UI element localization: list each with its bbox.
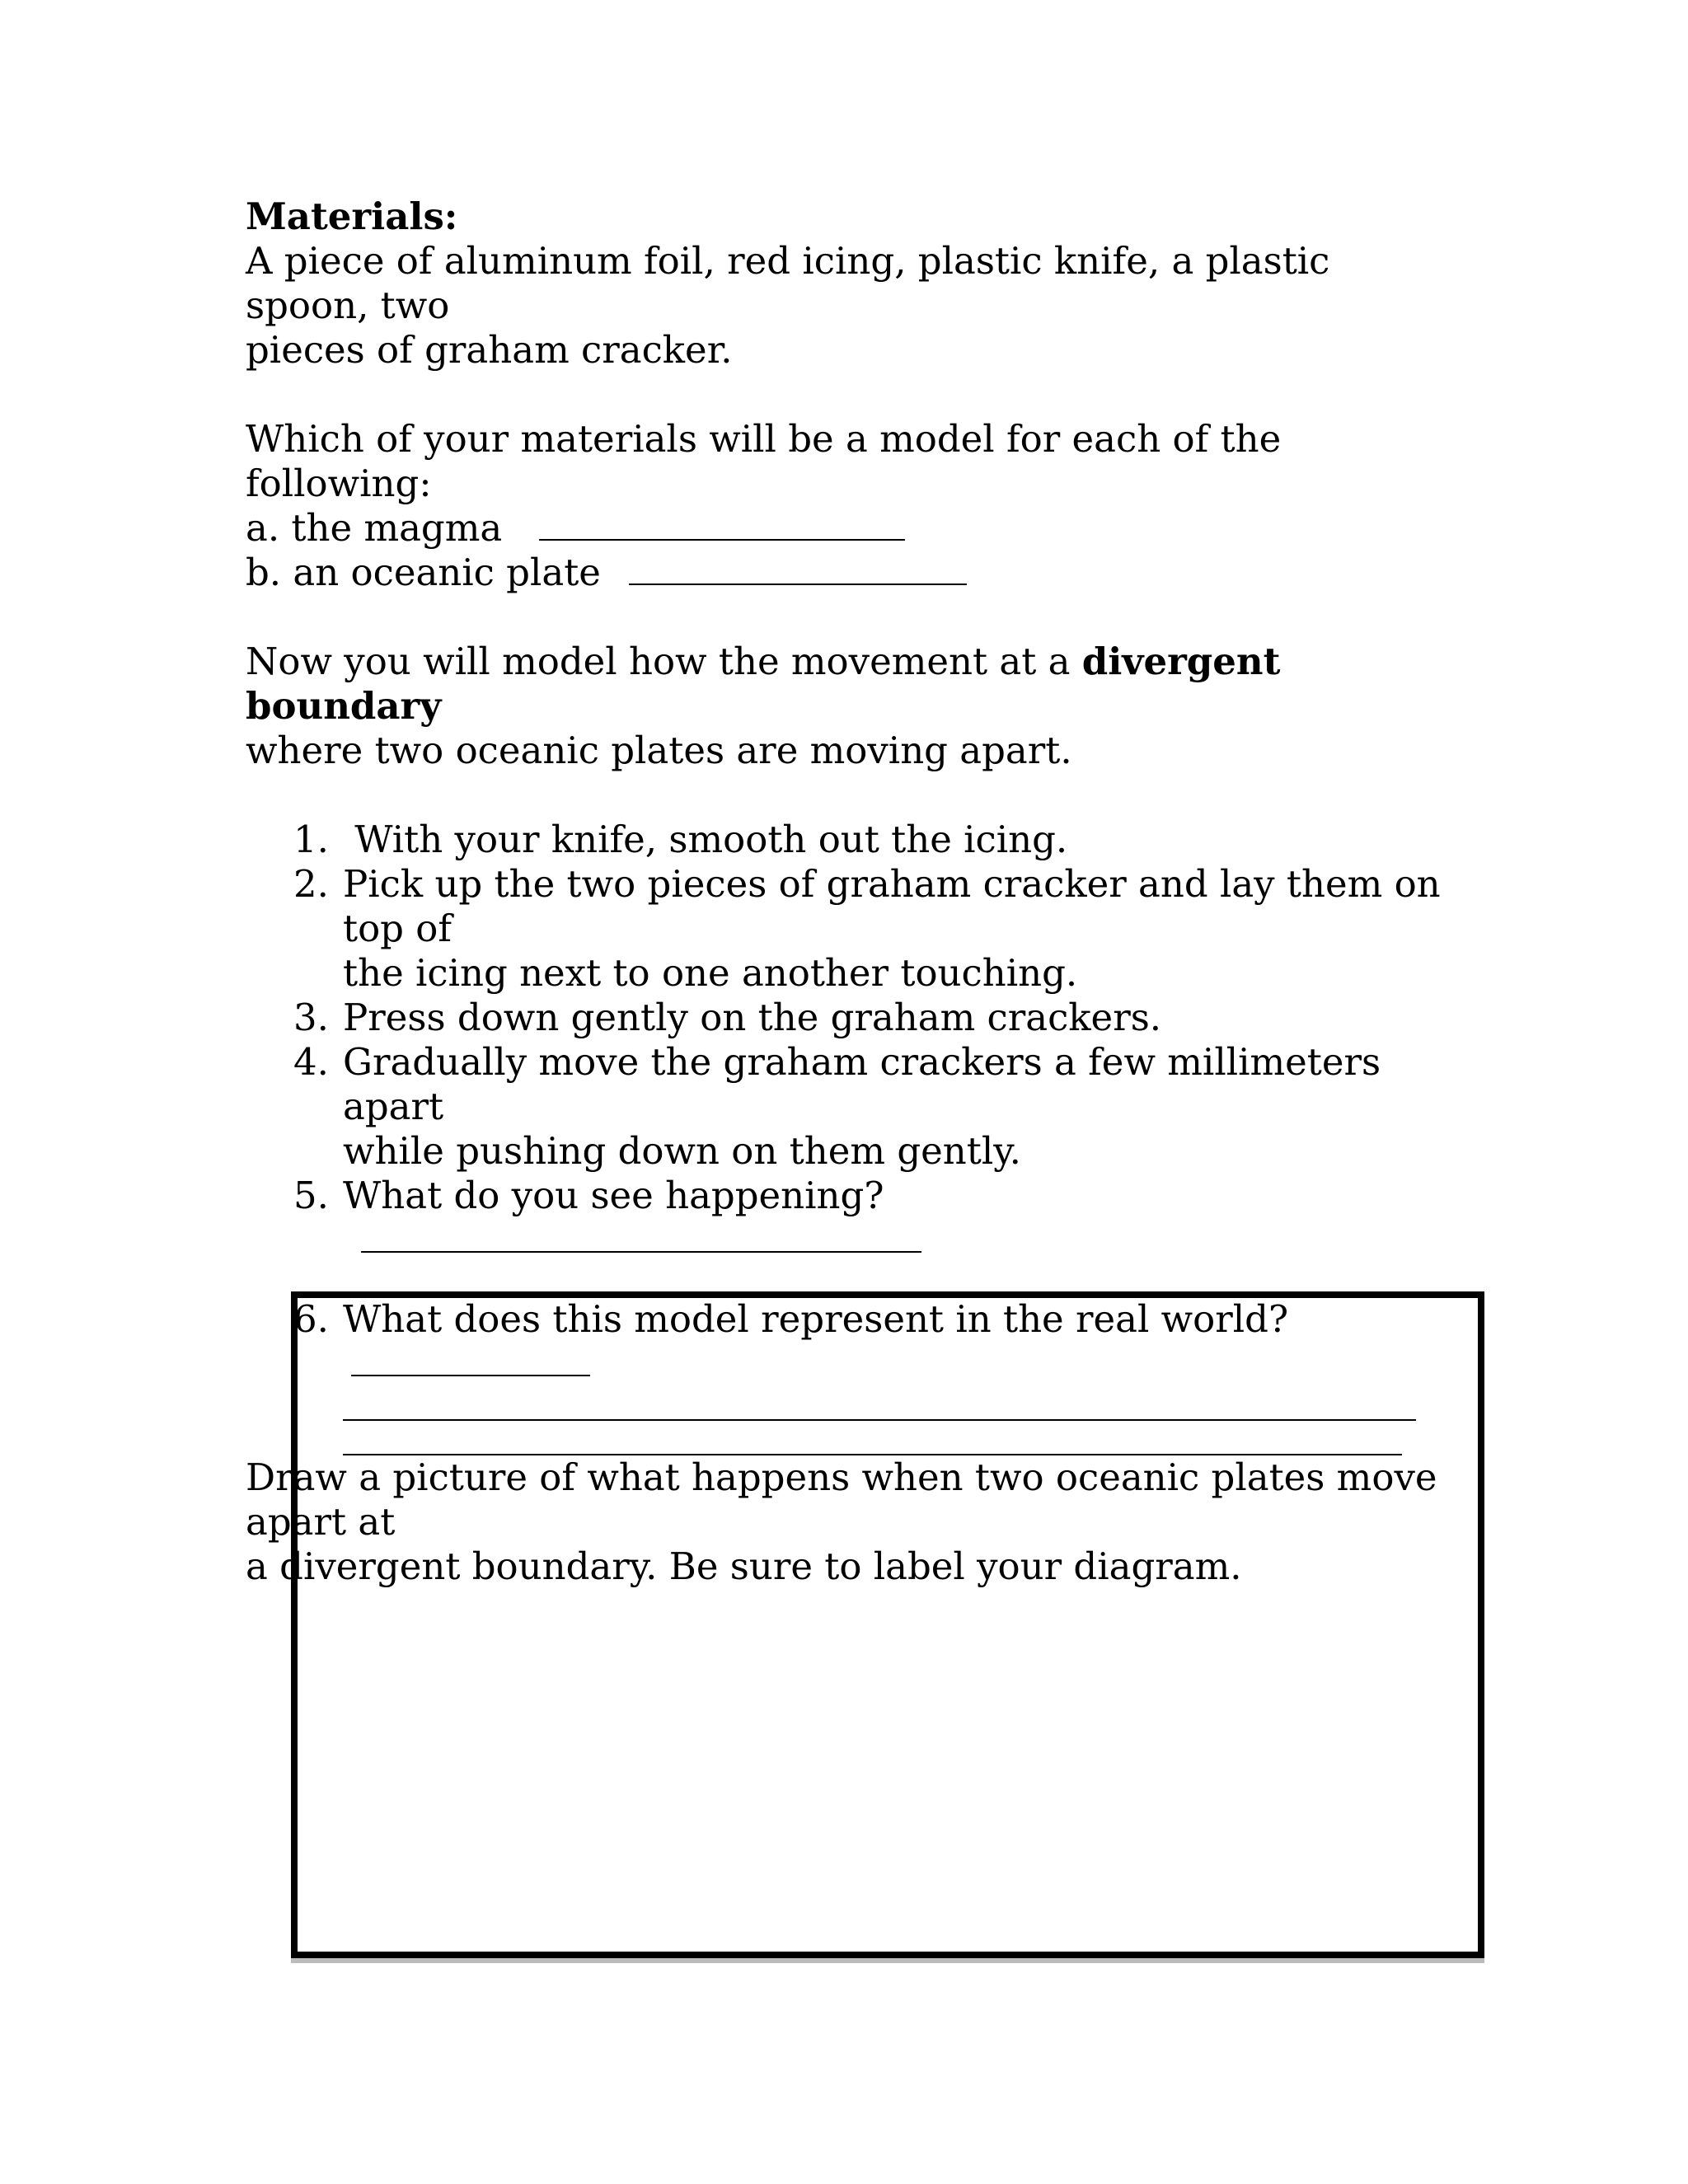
magma-answer-blank[interactable] [539,506,905,541]
step-3 [246,996,1441,1040]
step-text: With your knife, smooth out the icing. [343,818,1068,861]
step-text: What does this model represent in the real world? [343,1297,1289,1341]
step-number: 6. [293,1297,329,1341]
intro-line-2: where two oceanic plates are moving apart. [246,729,1072,772]
drawing-instructions-line-1: Draw a picture of what happens when two oceanic plates move apart at [246,1455,1437,1544]
step-4 [246,1040,1441,1174]
drawing-instructions-line-2: a divergent boundary. Be sure to label your diagram. [246,1544,1242,1588]
model-question-prompt: Which of your materials will be a model for each of the following: [246,417,1282,505]
spacer [246,595,1441,640]
step-5 [246,1174,1441,1297]
spacer [246,373,1441,417]
oceanic-plate-answer-blank[interactable] [629,551,967,585]
spacer [246,773,1441,818]
step-text: Gradually move the graham crackers a few millimeters apart [343,1040,1381,1128]
step-number: 5. [293,1174,329,1217]
step-number: 4. [293,1040,329,1084]
model-question-item-b [246,551,1441,595]
step-text: What do you see happening? [343,1174,884,1217]
step-2 [246,862,1441,996]
item-a-label: a. the magma [246,506,503,550]
materials-heading: Materials: [246,194,458,238]
intro-text: Now you will model how the movement at a [246,640,1082,683]
drawing-area-box[interactable] [291,1291,1484,1958]
model-question-item-a [246,506,1441,551]
step-number: 2. [293,862,329,906]
step-text: Pick up the two pieces of graham cracker and lay them on top of [343,862,1441,950]
step-number: 3. [293,996,329,1039]
materials-line-1: A piece of aluminum foil, red icing, plastic knife, a plastic spoon, two [246,239,1330,327]
step-number: 1. [293,818,329,861]
intro-line-1 [246,640,1441,729]
step-1 [246,818,1441,862]
step-text: Press down gently on the graham crackers. [343,996,1162,1039]
step-text-continued: while pushing down on them gently. [343,1129,1021,1173]
observation-answer-blank[interactable] [361,1218,921,1253]
step-text-continued: the icing next to one another touching. [343,951,1078,995]
item-b-label: b. an oceanic plate [246,551,601,594]
divergent-boundary-term: divergent boundary [246,640,1281,728]
materials-line-2: pieces of graham cracker. [246,328,733,372]
